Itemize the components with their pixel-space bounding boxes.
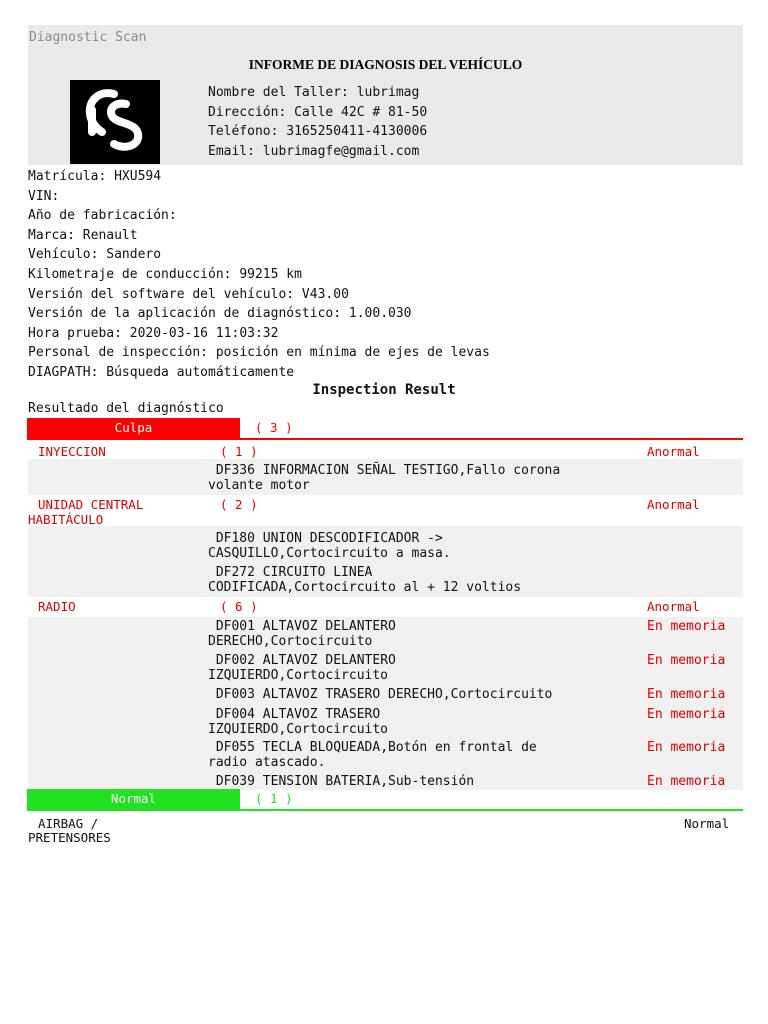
dtc-status: En memoria bbox=[647, 774, 726, 789]
system-name: UNIDAD CENTRAL HABITÁCULO bbox=[28, 497, 144, 527]
dtc-entry: DF055 TECLA BLOQUEADA,Botón en frontal de radio atascado. bbox=[208, 740, 537, 770]
system-count: ( 6 ) bbox=[220, 599, 258, 614]
dtc-status: En memoria bbox=[647, 740, 726, 755]
vehicle-mileage: Kilometraje de conducción: 99215 km bbox=[28, 266, 302, 282]
test-time: Hora prueba: 2020-03-16 11:03:32 bbox=[28, 325, 279, 341]
inspection-result-title: Inspection Result bbox=[312, 382, 456, 398]
system-status: Anormal bbox=[647, 599, 700, 614]
vehicle-model: Vehículo: Sandero bbox=[28, 247, 162, 263]
workshop-email: Email: lubrimagfe@gmail.com bbox=[208, 144, 420, 160]
vehicle-brand: Marca: Renault bbox=[28, 227, 138, 243]
dtc-status: En memoria bbox=[647, 653, 726, 668]
fault-count: ( 3 ) bbox=[255, 420, 293, 435]
normal-system-name: AIRBAG / PRETENSORES bbox=[28, 816, 111, 845]
dtc-entry: DF001 ALTAVOZ DELANTERO DERECHO,Cortocircuito bbox=[208, 619, 396, 649]
system-name: INYECCION bbox=[38, 444, 106, 459]
dtc-entry: DF180 UNION DESCODIFICADOR -> CASQUILLO,Cortocircuito a masa. bbox=[208, 531, 451, 561]
dtc-status: En memoria bbox=[647, 687, 726, 702]
system-count: ( 1 ) bbox=[220, 444, 258, 459]
cs-logo-icon bbox=[70, 80, 160, 164]
system-name: RADIO bbox=[38, 599, 76, 614]
normal-divider bbox=[27, 809, 743, 811]
dtc-entry: DF003 ALTAVOZ TRASERO DERECHO,Cortocircuito bbox=[208, 687, 553, 702]
dtc-entry: DF272 CIRCUITO LINEA CODIFICADA,Cortocircuito al + 12 voltios bbox=[208, 565, 522, 595]
app-version: Versión de la aplicación de diagnóstico: 1.00.030 bbox=[28, 306, 412, 322]
dtc-entry: DF004 ALTAVOZ TRASERO IZQUIERDO,Cortocircuito bbox=[208, 707, 389, 737]
workshop-address: Dirección: Calle 42C # 81-50 bbox=[208, 104, 428, 120]
vehicle-vin: VIN: bbox=[28, 188, 60, 204]
system-status: Anormal bbox=[647, 444, 700, 459]
dtc-entry: DF336 INFORMACION SEÑAL TESTIGO,Fallo corona volante motor bbox=[208, 463, 561, 493]
diagpath: DIAGPATH: Búsqueda automáticamente bbox=[28, 364, 295, 380]
dtc-entry: DF039 TENSION BATERIA,Sub-tensión bbox=[208, 774, 475, 789]
vehicle-year: Año de fabricación: bbox=[28, 208, 177, 224]
normal-system-status: Normal bbox=[684, 816, 730, 831]
diagnosis-result-label: Resultado del diagnóstico bbox=[28, 401, 224, 416]
fault-section-bar bbox=[27, 418, 743, 438]
vehicle-plate: Matrícula: HXU594 bbox=[28, 169, 162, 184]
report-title: INFORME DE DIAGNOSIS DEL VEHÍCULO bbox=[248, 57, 523, 72]
workshop-name: Nombre del Taller: lubrimag bbox=[208, 85, 420, 100]
normal-count: ( 1 ) bbox=[255, 791, 293, 806]
dtc-status: En memoria bbox=[647, 707, 726, 722]
fault-label: Culpa bbox=[27, 418, 240, 438]
workshop-info bbox=[208, 83, 427, 162]
system-status: Anormal bbox=[647, 497, 700, 512]
inspector: Personal de inspección: posición en mínima de ejes de levas bbox=[28, 345, 490, 361]
workshop-phone: Teléfono: 3165250411-4130006 bbox=[208, 124, 428, 140]
app-title: Diagnostic Scan bbox=[29, 30, 147, 45]
normal-section-bar bbox=[27, 789, 743, 809]
fault-divider bbox=[27, 438, 743, 440]
dtc-status: En memoria bbox=[647, 619, 726, 634]
dtc-entry: DF002 ALTAVOZ DELANTERO IZQUIERDO,Cortocircuito bbox=[208, 653, 396, 683]
normal-label: Normal bbox=[27, 789, 240, 809]
vehicle-info bbox=[28, 167, 490, 383]
vehicle-software-version: Versión del software del vehículo: V43.00 bbox=[28, 286, 349, 302]
system-count: ( 2 ) bbox=[220, 497, 258, 512]
report-header bbox=[28, 25, 743, 165]
